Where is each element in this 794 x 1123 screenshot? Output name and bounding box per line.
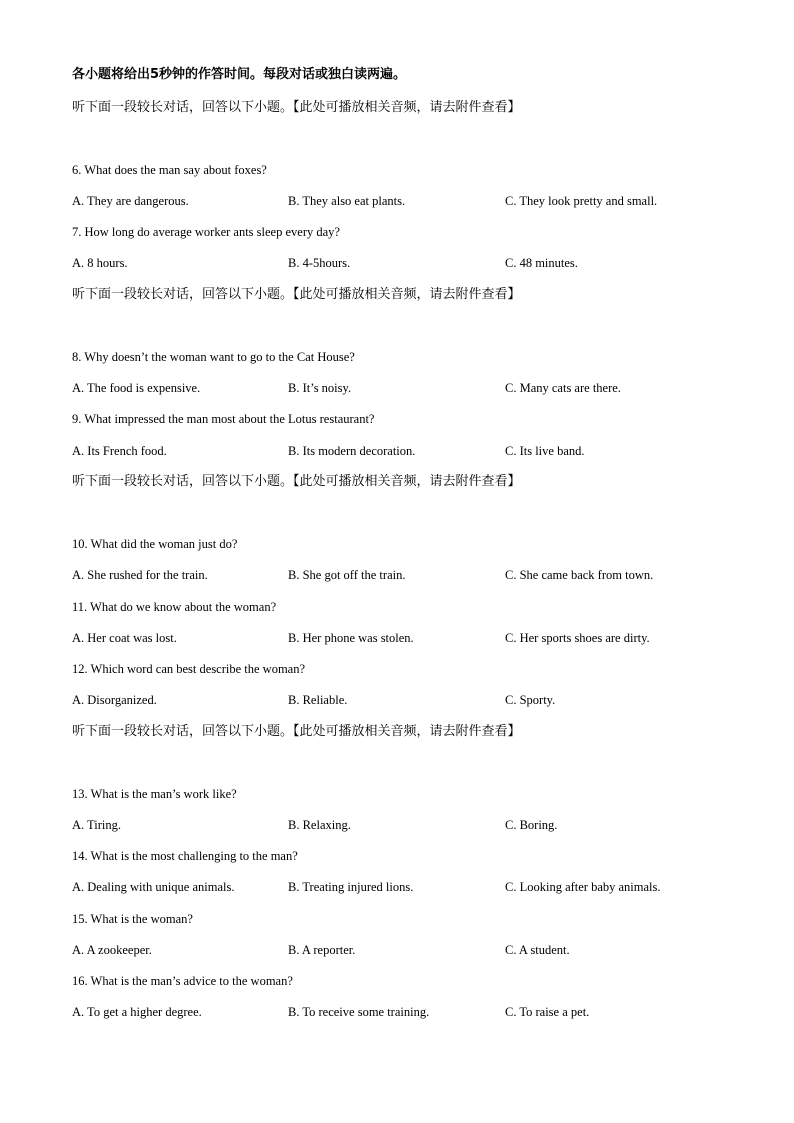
option-10b: B. She got off the train.	[288, 568, 406, 582]
option-15c: C. A student.	[505, 943, 570, 957]
option-15a: A. A zookeeper.	[72, 943, 152, 957]
option-6b: B. They also eat plants.	[288, 194, 406, 208]
option-12b: B. Reliable.	[288, 693, 348, 707]
option-7b: B. 4-5hours.	[288, 256, 351, 270]
option-13b: B. Relaxing.	[288, 818, 351, 832]
question-9: 9. What impressed the man most about the Lotus restaurant?	[72, 412, 375, 426]
option-16a: A. To get a higher degree.	[72, 1005, 202, 1019]
question-6: 6. What does the man say about foxes?	[72, 163, 267, 177]
option-6a: A. They are dangerous.	[72, 194, 189, 208]
option-9b: B. Its modern decoration.	[288, 444, 416, 458]
option-14c: C. Looking after baby animals.	[505, 880, 661, 894]
option-6c: C. They look pretty and small.	[505, 194, 658, 208]
question-14: 14. What is the most challenging to the man?	[72, 849, 298, 863]
question-12: 12. Which word can best describe the woman?	[72, 662, 306, 676]
option-13a: A. Tiring.	[72, 818, 121, 832]
option-7c: C. 48 minutes.	[505, 256, 578, 270]
question-11: 11. What do we know about the woman?	[72, 600, 277, 614]
section-instruction: 听下面一段较长对话，回答以下小题。【此处可播放相关音频，请去附件查看】	[72, 100, 521, 115]
option-12a: A. Disorganized.	[72, 693, 157, 707]
option-16b: B. To receive some training.	[288, 1005, 430, 1019]
option-11b: B. Her phone was stolen.	[288, 631, 414, 645]
option-11a: A. Her coat was lost.	[72, 631, 177, 645]
option-8b: B. It’s noisy.	[288, 381, 352, 395]
option-9a: A. Its French food.	[72, 444, 167, 458]
section-instruction: 听下面一段较长对话，回答以下小题。【此处可播放相关音频，请去附件查看】	[72, 724, 521, 739]
option-8c: C. Many cats are there.	[505, 381, 621, 395]
section-instruction: 听下面一段较长对话，回答以下小题。【此处可播放相关音频，请去附件查看】	[72, 287, 521, 302]
option-10a: A. She rushed for the train.	[72, 568, 208, 582]
option-12c: C. Sporty.	[505, 693, 556, 707]
question-10: 10. What did the woman just do?	[72, 537, 238, 551]
option-9c: C. Its live band.	[505, 444, 585, 458]
intro-text: 各小题将给出5秒钟的作答时间。每段对话或独白读两遍。	[72, 67, 407, 82]
question-13: 13. What is the man’s work like?	[72, 787, 237, 801]
option-7a: A. 8 hours.	[72, 256, 128, 270]
option-8a: A. The food is expensive.	[72, 381, 201, 395]
question-8: 8. Why doesn’t the woman want to go to the Cat House?	[72, 350, 355, 364]
option-11c: C. Her sports shoes are dirty.	[505, 631, 650, 645]
section-instruction: 听下面一段较长对话，回答以下小题。【此处可播放相关音频，请去附件查看】	[72, 474, 521, 489]
option-16c: C. To raise a pet.	[505, 1005, 590, 1019]
option-15b: B. A reporter.	[288, 943, 356, 957]
question-7: 7. How long do average worker ants sleep every day?	[72, 225, 340, 239]
option-14b: B. Treating injured lions.	[288, 880, 414, 894]
option-10c: C. She came back from town.	[505, 568, 654, 582]
option-13c: C. Boring.	[505, 818, 558, 832]
question-15: 15. What is the woman?	[72, 912, 193, 926]
option-14a: A. Dealing with unique animals.	[72, 880, 235, 894]
question-16: 16. What is the man’s advice to the woman?	[72, 974, 293, 988]
